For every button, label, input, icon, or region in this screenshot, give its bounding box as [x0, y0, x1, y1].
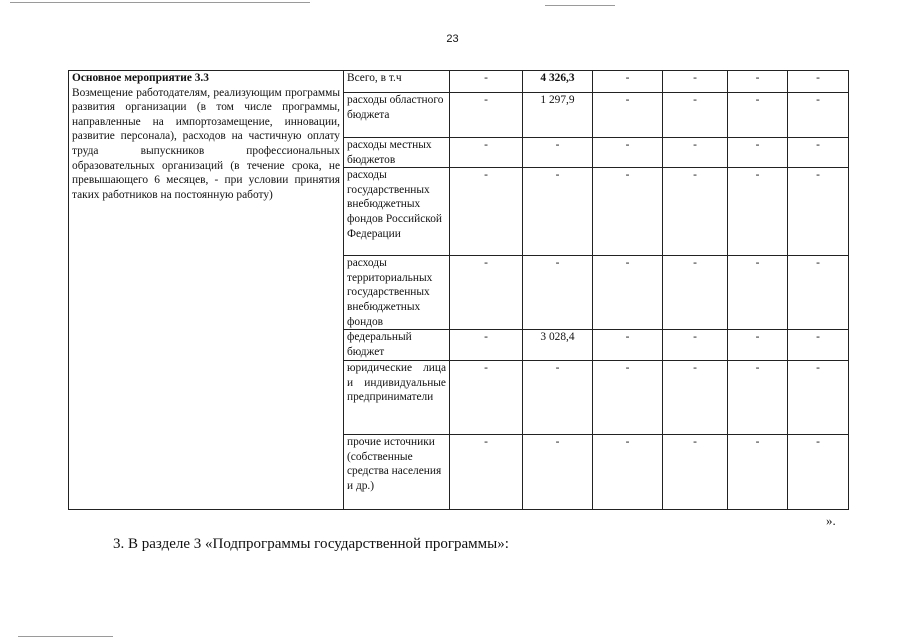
table-cell: -: [523, 256, 593, 330]
table-cell: -: [788, 256, 849, 330]
table-cell: -: [593, 168, 663, 256]
table-cell: -: [593, 361, 663, 435]
table-cell: -: [728, 361, 788, 435]
row-label: прочие источники (собственные средства населения и др.): [344, 435, 450, 510]
table-cell: -: [523, 168, 593, 256]
row-label: расходы местных бюджетов: [344, 138, 450, 168]
table-cell: -: [663, 93, 728, 138]
table-cell: -: [663, 138, 728, 168]
table-cell: -: [523, 361, 593, 435]
activity-description: Возмещение работодателям, реализующим программы развития организации (в том числе программы, направленные на импортозамещение, инновации, развитие персонала), расходов на частичную оплату труда выпускников профессиональных образовательных организаций (в течение срока, не превышающего 6 месяцев, - при условии принятия таких работников на постоянную работу): [72, 86, 340, 201]
table-cell: -: [523, 138, 593, 168]
table-cell: -: [663, 330, 728, 361]
table-cell: -: [728, 330, 788, 361]
activity-cell: [69, 71, 344, 510]
table-cell: -: [663, 361, 728, 435]
table-cell: -: [728, 256, 788, 330]
table-cell: -: [663, 168, 728, 256]
table-cell: -: [728, 138, 788, 168]
row-label: расходы территориальных государственных внебюджетных фондов: [344, 256, 450, 330]
row-label: расходы государственных внебюджетных фондов Российской Федерации: [344, 168, 450, 256]
table-cell: -: [663, 71, 728, 93]
table-cell: -: [450, 71, 523, 93]
table-cell: -: [788, 138, 849, 168]
table-cell: -: [450, 138, 523, 168]
table-cell: -: [523, 435, 593, 510]
activity-title: Основное мероприятие 3.3: [72, 72, 209, 84]
table-cell: -: [450, 361, 523, 435]
scan-artifact-line: [18, 636, 113, 637]
table-cell: -: [788, 71, 849, 93]
scan-artifact-line: [545, 5, 615, 6]
closing-quote-mark: ».: [826, 513, 836, 528]
table-cell: 3 028,4: [523, 330, 593, 361]
row-label: федеральный бюджет: [344, 330, 450, 361]
scan-artifact-line: [10, 2, 310, 3]
table-cell: -: [593, 138, 663, 168]
table-cell: -: [450, 93, 523, 138]
table-cell: -: [593, 330, 663, 361]
table-cell: -: [450, 435, 523, 510]
table-row: [69, 71, 849, 93]
table-cell: -: [728, 71, 788, 93]
page-number: 23: [446, 33, 459, 45]
row-label: Всего, в т.ч: [344, 71, 450, 93]
table-cell: -: [788, 361, 849, 435]
table-cell: -: [728, 93, 788, 138]
table-cell: -: [788, 93, 849, 138]
table-cell: -: [593, 93, 663, 138]
next-paragraph: 3. В разделе 3 «Подпрограммы государственной программы»:: [113, 536, 509, 552]
table-cell: -: [788, 330, 849, 361]
table-cell: -: [450, 168, 523, 256]
table-cell: -: [663, 256, 728, 330]
table-cell: -: [450, 330, 523, 361]
row-label: юридические лица и индивидуальные предприниматели: [344, 361, 450, 435]
row-label: расходы областного бюджета: [344, 93, 450, 138]
table-cell: -: [593, 435, 663, 510]
table-cell: -: [728, 435, 788, 510]
table-cell: -: [788, 435, 849, 510]
table-cell: -: [593, 71, 663, 93]
table-cell: -: [450, 256, 523, 330]
table-cell: -: [593, 256, 663, 330]
table-cell: -: [663, 435, 728, 510]
table-cell: -: [788, 168, 849, 256]
table-cell: 4 326,3: [523, 71, 593, 93]
table-cell: -: [728, 168, 788, 256]
table-cell: 1 297,9: [523, 93, 593, 138]
funding-table: [68, 70, 849, 510]
